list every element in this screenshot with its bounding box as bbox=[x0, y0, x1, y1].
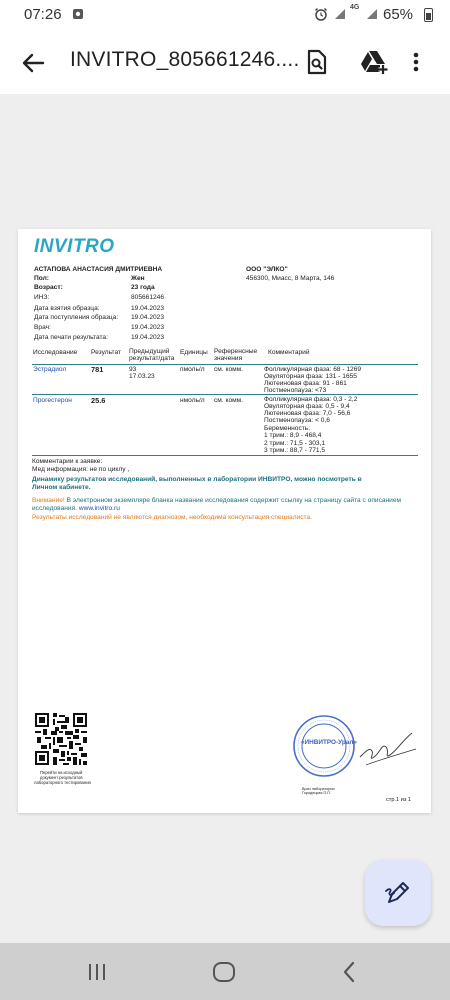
th-result: Результат bbox=[91, 349, 121, 356]
qr-caption-3: лабораторного тестирования bbox=[34, 780, 91, 785]
page-number: стр.1 из 1 bbox=[386, 797, 412, 803]
th-ref-2: значения bbox=[214, 355, 243, 362]
attention-label: Внимание! bbox=[32, 497, 65, 504]
sex-value: Жен bbox=[131, 275, 145, 282]
inz-label: ИНЗ: bbox=[34, 294, 50, 301]
row2-test-link[interactable]: Прогестерон bbox=[33, 397, 72, 404]
signer-name: Городецкая П.П. bbox=[302, 791, 332, 795]
row1-ref: см. комм. bbox=[214, 366, 244, 373]
attention-text: В электронном экземпляре бланка название исследования содержит ссылку на страницу сайта с описанием bbox=[64, 497, 402, 504]
comments-label: Комментарии к заявке: bbox=[32, 458, 103, 465]
printed-label: Дата печати результата: bbox=[34, 334, 108, 341]
row1-rule bbox=[32, 394, 418, 395]
site-link[interactable]: www.invitro.ru bbox=[78, 505, 120, 512]
dynamics-text-2[interactable]: Личном кабинете. bbox=[32, 484, 91, 491]
row1-units: пмоль/л bbox=[180, 366, 205, 373]
network-type: 4G bbox=[350, 4, 360, 11]
home-icon[interactable] bbox=[211, 959, 237, 985]
back-arrow-icon[interactable] bbox=[18, 48, 48, 78]
doctor-label: Врач: bbox=[34, 324, 51, 331]
row2-comment-6: 1 трим.: 8,9 - 468,4 bbox=[264, 432, 322, 439]
table-header-rule bbox=[32, 364, 418, 365]
row2-units: нмоль/л bbox=[180, 397, 205, 404]
row2-comment-3: Лютеиновая фаза: 7,0 - 56,6 bbox=[264, 410, 351, 417]
lab-name: ООО "ЭЛКО" bbox=[246, 266, 288, 273]
alarm-icon bbox=[314, 7, 328, 21]
app-bar bbox=[0, 30, 450, 94]
sex-label: Пол: bbox=[34, 275, 49, 282]
age-value: 23 года bbox=[131, 284, 155, 291]
more-vert-icon[interactable] bbox=[408, 46, 424, 78]
back-nav-icon[interactable] bbox=[337, 959, 363, 985]
pdf-page[interactable] bbox=[18, 229, 431, 813]
age-label: Возраст: bbox=[34, 284, 63, 291]
system-nav-bar bbox=[0, 943, 450, 1000]
lab-address: 456300, Миасс, 8 Марта, 146 bbox=[246, 275, 335, 282]
th-units: Единицы bbox=[180, 349, 208, 356]
signal-icon-2 bbox=[366, 8, 378, 20]
attention-line-1 bbox=[32, 497, 401, 505]
drive-add-icon[interactable] bbox=[358, 46, 390, 78]
patient-name: АСТАПОВА АНАСТАСИЯ ДМИТРИЕВНА bbox=[34, 266, 163, 273]
signer-title: Врач лаборатории bbox=[302, 787, 335, 791]
row2-ref: см. комм. bbox=[214, 397, 244, 404]
row2-result: 25.6 bbox=[91, 396, 106, 405]
row2-comment-7: 2 трим.: 71,5 - 303,1 bbox=[264, 440, 326, 447]
edit-annotate-button[interactable] bbox=[365, 860, 431, 926]
row2-comment-2: Овуляторная фаза: 0,5 - 9,4 bbox=[264, 403, 350, 410]
printed-value: 19.04.2023 bbox=[131, 334, 165, 341]
th-prev-2: результат/дата bbox=[129, 355, 175, 362]
row1-test-link[interactable]: Эстрадиол bbox=[33, 366, 67, 373]
qr-caption-2: документ результатов bbox=[40, 775, 83, 780]
invitro-logo: INVITRO bbox=[34, 236, 115, 257]
status-time: 07:26 bbox=[24, 6, 62, 23]
th-prev-1: Предыдущий bbox=[129, 348, 170, 355]
attention-text-2: исследования. bbox=[32, 505, 79, 512]
document-title: INVITRO_805661246.... bbox=[70, 48, 300, 71]
th-test: Исследование bbox=[33, 349, 78, 356]
taken-label: Дата взятия образца: bbox=[34, 305, 100, 312]
signature-icon bbox=[354, 727, 422, 773]
row2-comment-1: Фолликулярная фаза: 0,3 - 2,2 bbox=[264, 396, 358, 403]
row1-comment-4: Постменопауза: <73 bbox=[264, 387, 327, 394]
status-bar bbox=[0, 0, 450, 30]
taken-value: 19.04.2023 bbox=[131, 305, 165, 312]
recent-apps-icon[interactable] bbox=[84, 959, 110, 985]
qr-code-icon[interactable] bbox=[35, 713, 87, 765]
search-document-icon[interactable] bbox=[300, 46, 332, 78]
row1-result: 781 bbox=[91, 365, 104, 374]
row2-comment-8: 3 трим.: 88,7 - 771,5 bbox=[264, 447, 326, 454]
draw-pen-icon bbox=[384, 879, 412, 907]
row2-comment-5: Беременность: bbox=[264, 425, 311, 432]
inz-value: 805661246 bbox=[131, 294, 165, 301]
stamp-text: «ИНВИТРО-Урал» bbox=[301, 739, 357, 746]
disclaimer: Результаты исследований не являются диагнозом, необходима консультация специалиста. bbox=[32, 514, 312, 521]
med-info: Мед информация: не по циклу , bbox=[32, 466, 130, 473]
row2-comment-4: Постменопауза: < 0,6 bbox=[264, 417, 330, 424]
signal-icon bbox=[334, 8, 346, 20]
th-comment: Комментарий bbox=[268, 349, 310, 356]
th-ref-1: Референсные bbox=[214, 348, 258, 355]
attention-line-2 bbox=[32, 505, 120, 513]
dynamics-text-1: Динамику результатов исследований, выполненных в лаборатории ИНВИТРО, можно посмотреть в bbox=[32, 476, 362, 483]
doctor-value: 19.04.2023 bbox=[131, 324, 165, 331]
row1-comment-1: Фолликулярная фаза: 68 - 1269 bbox=[264, 366, 362, 373]
battery-icon bbox=[424, 8, 433, 22]
row2-rule bbox=[32, 455, 418, 456]
row1-prev: 93 bbox=[129, 366, 137, 373]
row1-comment-3: Лютеиновая фаза: 91 - 861 bbox=[264, 380, 347, 387]
row1-comment-2: Овуляторная фаза: 131 - 1655 bbox=[264, 373, 357, 380]
qr-caption-1: Перейти на исходный bbox=[40, 770, 83, 775]
row1-prev-date: 17.03.23 bbox=[129, 373, 155, 380]
battery-percent: 65% bbox=[383, 6, 414, 23]
received-value: 19.04.2023 bbox=[131, 314, 165, 321]
received-label: Дата поступления образца: bbox=[34, 314, 119, 321]
gallery-notification-icon bbox=[72, 8, 84, 20]
